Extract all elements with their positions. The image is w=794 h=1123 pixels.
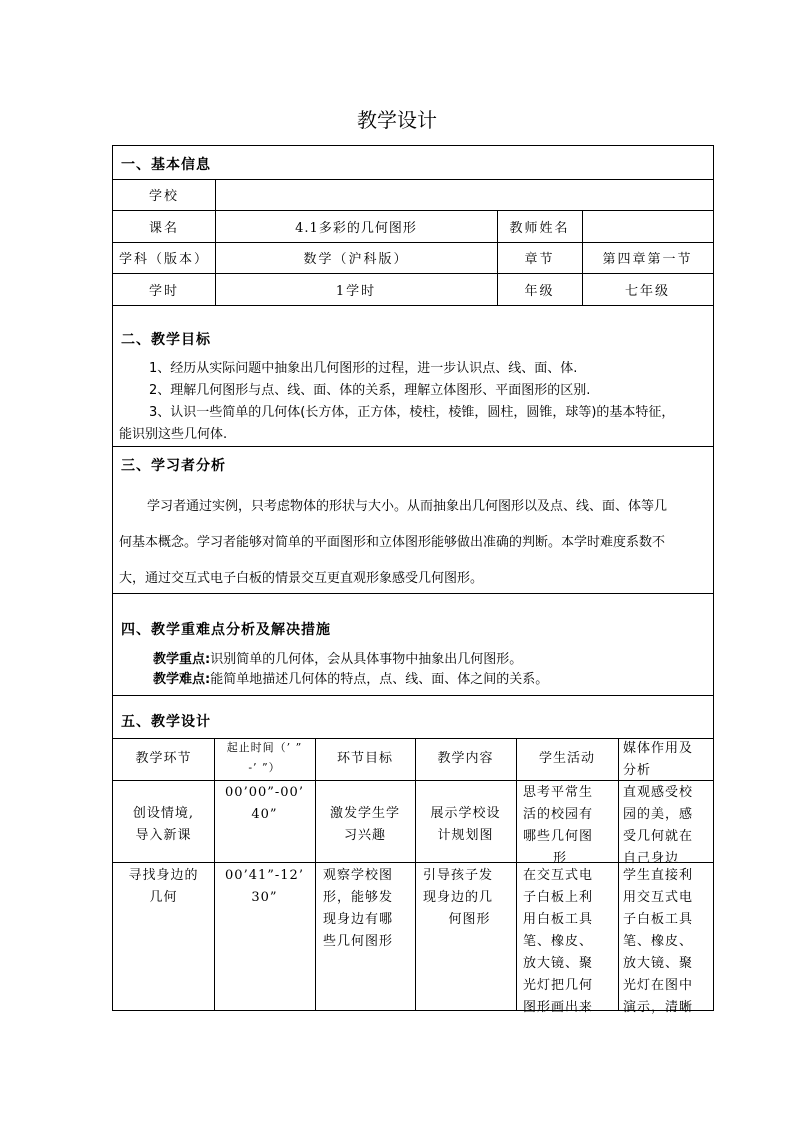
difficulty-text: 能简单地描述几何体的特点，点、线、面、体之间的关系。 xyxy=(210,672,549,687)
column-header-media: 媒体作用及 分析 xyxy=(623,741,694,778)
column-header-time: 起止时间（’ ” -’ ”） xyxy=(226,741,303,774)
column-header-stage: 教学环节 xyxy=(135,751,192,766)
row2-media: 学生直接利 用交互式电 子白板工具 笔、橡皮、 放大镜、聚 光灯在图中 演示，清晰 xyxy=(623,868,694,1015)
row1-time: 00’00”-00’ 40” xyxy=(225,785,304,822)
row2-time: 00’41”-12’ 30” xyxy=(225,868,304,905)
school-value xyxy=(215,179,713,210)
section-learners-heading: 三、学习者分析 xyxy=(121,458,226,474)
row2-goal: 观察学校图 形，能够发 现身边有哪 些几何图形 xyxy=(323,868,394,949)
row1-content: 展示学校设 计规划图 xyxy=(430,806,501,843)
school-label: 学校 xyxy=(148,189,179,204)
divider xyxy=(415,738,416,1011)
teacher-value xyxy=(582,210,713,242)
difficulty-line xyxy=(153,668,548,687)
grade-label: 年级 xyxy=(524,283,555,299)
row2-stage: 寻找身边的 几何 xyxy=(128,868,199,905)
divider xyxy=(618,738,619,1011)
row2-content: 引导孩子发 现身边的几 何图形 xyxy=(423,868,494,927)
objective-item: 能识别这些几何体. xyxy=(119,427,228,442)
row1-stage: 创设情境, 导入新课 xyxy=(132,806,195,843)
teacher-label: 教师姓名 xyxy=(509,220,570,236)
focus-label: 教学重点: xyxy=(153,652,211,667)
learner-analysis-line: 大，通过交互式电子白板的情景交互更直观形象感受几何图形。 xyxy=(119,571,484,586)
focus-text: 识别简单的几何体，会从具体事物中抽象出几何图形。 xyxy=(210,652,523,667)
objective-item: 3、认识一些简单的几何体(长方体，正方体，棱柱，棱锥，圆柱，圆锥，球等)的基本特征， xyxy=(149,405,675,420)
row1-media: 直观感受校 园的美，感 受几何就在 自己身边 xyxy=(623,785,694,866)
divider xyxy=(516,738,517,1011)
row1-goal: 激发学生学 习兴趣 xyxy=(329,806,400,843)
column-header-goal: 环节目标 xyxy=(336,751,393,766)
divider xyxy=(315,738,316,1011)
course-value: 4.1多彩的几何图形 xyxy=(295,220,417,236)
course-label: 课名 xyxy=(148,220,179,236)
grade-value: 七年级 xyxy=(624,283,670,299)
learner-analysis-line: 学习者通过实例，只考虑物体的形状与大小。从而抽象出几何图形以及点、线、面、体等几 xyxy=(147,499,668,514)
focus-line xyxy=(153,648,522,667)
section-objectives-heading: 二、教学目标 xyxy=(121,332,211,348)
column-header-activity: 学生活动 xyxy=(538,751,595,766)
chapter-label: 章节 xyxy=(524,252,555,267)
row2-activity: 在交互式电 子白板上利 用白板工具 笔、橡皮、 放大镜、聚 光灯把几何 图形画出来 xyxy=(523,868,594,1015)
divider xyxy=(113,305,713,306)
hours-value: 1学时 xyxy=(335,283,377,299)
section-design-heading: 五、教学设计 xyxy=(121,714,211,730)
divider xyxy=(113,593,713,594)
learner-analysis-line: 何基本概念。学习者能够对简单的平面图形和立体图形能够做出准确的判断。本学时难度系数不 xyxy=(119,535,666,550)
objective-item: 1、经历从实际问题中抽象出几何图形的过程，进一步认识点、线、面、体. xyxy=(149,361,578,376)
subject-value: 数学（沪科版） xyxy=(303,252,409,267)
objective-item: 2、理解几何图形与点、线、面、体的关系，理解立体图形、平面图形的区别. xyxy=(149,383,591,398)
difficulty-label: 教学难点: xyxy=(153,672,211,687)
row1-activity: 思考平常生 活的校园有 哪些几何图 形 xyxy=(523,785,594,866)
subject-label: 学科（版本） xyxy=(118,252,209,267)
chapter-value: 第四章第一节 xyxy=(602,252,693,267)
column-header-content: 教学内容 xyxy=(437,751,494,766)
hours-label: 学时 xyxy=(148,283,179,299)
document-title: 教学设计 xyxy=(357,108,437,132)
lesson-plan-table xyxy=(112,145,714,1015)
divider xyxy=(113,695,713,696)
section-keypoints-heading: 四、教学重难点分析及解决措施 xyxy=(121,622,331,638)
section-basic-info-heading: 一、基本信息 xyxy=(121,157,211,173)
divider xyxy=(113,446,713,447)
